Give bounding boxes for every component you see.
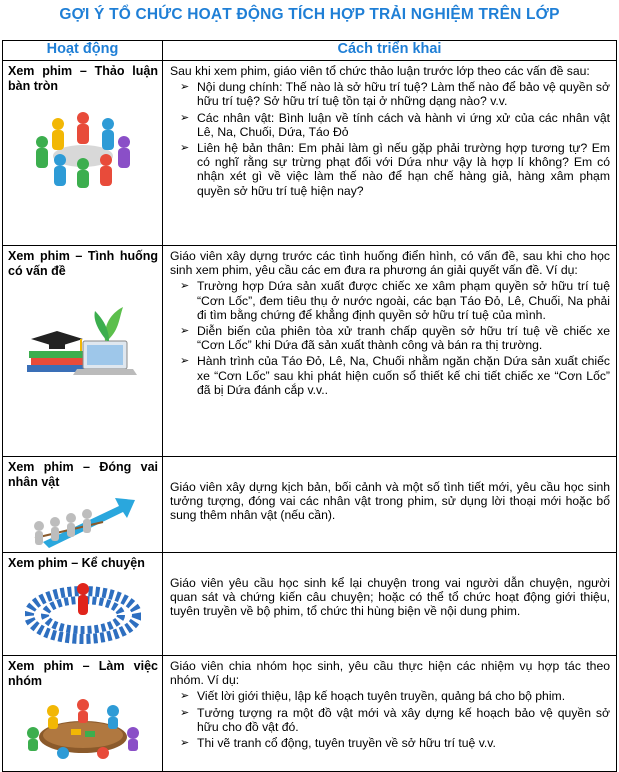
activity-name: Xem phim – Tình huống có vấn đề: [8, 249, 158, 278]
round-table-people-icon: [28, 100, 138, 190]
arrow-bullet-icon: ➢: [180, 690, 190, 703]
page-title: GỢI Ý TỔ CHỨC HOẠT ĐỘNG TÍCH HỢP TRẢI NGHIỆM TRÊN LỚP: [59, 6, 560, 23]
list-item-text: Hành trình của Táo Đỏ, Lê, Na, Chuối nhằm ngăn chặn Dứa sản xuất chiếc xe “Cơn Lốc” sau khi phát hiện cuốn sổ thiết kế chi tiết chiếc xe “Cơn Lốc” đã bị Dứa đánh cắp v.v..: [197, 354, 610, 397]
table-row: [3, 656, 617, 772]
arrow-bullet-icon: ➢: [180, 81, 190, 94]
table-header-row: [3, 41, 617, 61]
activity-cell: [3, 457, 163, 553]
method-cell: [163, 61, 617, 246]
arrow-bullet-icon: ➢: [180, 111, 190, 124]
list-item-text: Diễn biến của phiên tòa xử tranh chấp quyền sở hữu trí tuệ về chiếc xe “Cơn Lốc” khi Dứa đã sản xuất thành công và bán ra thị trường.: [197, 324, 610, 353]
list-item-text: Nội dung chính: Thế nào là sở hữu trí tuệ? Làm thế nào để bảo vệ quyền sở hữu trí tuệ? Sở hữu trí tuệ tồn tại ở những dạng nào? v.v.: [197, 80, 610, 109]
list-item-text: Các nhân vật: Bình luận về tính cách và hành vi ứng xử của các nhân vật Lê, Na, Chuối, Dứa, Táo Đỏ: [197, 110, 610, 139]
tug-of-war-arrow-icon: [23, 492, 143, 552]
list-item: [170, 279, 610, 322]
method-intro: Giáo viên yêu cầu học sinh kể lại chuyện trong vai người dẫn chuyện, người quan sát và chứng kiến câu chuyện; hoặc có thể tổ chức hoạt động giới thiệu, tuyên truyền về bộ phim, tổ chức thi hùng biện về nội dung phim.: [170, 576, 610, 619]
meeting-table-icon: [23, 693, 143, 765]
table-row: [3, 457, 617, 553]
activity-name: Xem phim – Kể chuyện: [8, 556, 145, 570]
activity-cell: [3, 61, 163, 246]
arrow-bullet-icon: ➢: [180, 737, 190, 750]
method-intro: Giáo viên xây dựng trước các tình huống điển hình, có vấn đề, sau khi cho học sinh xem phim, yêu cầu các em đưa ra phương án giải quyết vấn đề. Ví dụ:: [170, 249, 610, 278]
method-bullet-list: [170, 279, 610, 397]
activity-name: Xem phim – Làm việc nhóm: [8, 659, 158, 688]
activity-name: Xem phim – Thảo luận bàn tròn: [8, 64, 158, 93]
list-item-text: Viết lời giới thiệu, lập kế hoạch tuyên truyền, quảng bá cho bộ phim.: [197, 689, 566, 704]
list-item: [170, 689, 610, 703]
list-item: [170, 80, 610, 108]
list-item-text: Tưởng tượng ra một đồ vật mới và xây dựng kế hoạch bảo vệ quyền sở hữu cho đồ vật đó.: [197, 705, 610, 734]
list-item: [170, 354, 610, 397]
method-cell: [163, 553, 617, 656]
activity-name: Xem phim – Đóng vai nhân vật: [8, 460, 158, 489]
activity-column-header: Hoạt động: [3, 41, 163, 61]
method-bullet-list: [170, 689, 610, 750]
method-bullet-list: [170, 80, 610, 198]
arrow-bullet-icon: ➢: [180, 355, 190, 368]
circle-crowd-icon: [25, 575, 141, 645]
table-row: [3, 61, 617, 246]
method-cell: [163, 457, 617, 553]
activity-cell: [3, 246, 163, 457]
laptop-books-graduation-icon: [23, 301, 143, 387]
list-item-text: Thi vẽ tranh cổ động, tuyên truyền về sở hữu trí tuệ v.v.: [197, 736, 496, 751]
table-row: [3, 553, 617, 656]
arrow-bullet-icon: ➢: [180, 280, 190, 293]
list-item-text: Liên hệ bản thân: Em phải làm gì nếu gặp phải trường hợp tương tự? Em có nghĩ rằng sự trừng phạt đối với Dứa như vậy là hợp lí không? Em có nhận xét gì về việc làm thế nào để hạn chế hàng giả, hàng xâm phạm quyền sở hữu trí tuệ hiện nay?: [197, 141, 610, 198]
method-intro: Sau khi xem phim, giáo viên tổ chức thảo luận trước lớp theo các vấn đề sau:: [170, 64, 590, 78]
list-item: [170, 111, 610, 139]
method-cell: [163, 656, 617, 772]
arrow-bullet-icon: ➢: [180, 325, 190, 338]
list-item: [170, 141, 610, 198]
activity-cell: [3, 656, 163, 772]
list-item: [170, 324, 610, 352]
method-cell: [163, 246, 617, 457]
method-column-header: Cách triển khai: [163, 41, 617, 61]
arrow-bullet-icon: ➢: [180, 142, 190, 155]
table-row: [3, 246, 617, 457]
method-intro: Giáo viên xây dựng kịch bản, bối cảnh và một số tình tiết mới, yêu cầu học sinh tưởng tượng, đóng vai các nhân vật trong phim, sử dụng lời thoại mới hoặc bổ sung thêm nhân vật (nếu cần).: [170, 480, 610, 523]
list-item-text: Trường hợp Dứa sản xuất được chiếc xe xâm phạm quyền sở hữu trí tuệ “Cơn Lốc”, đem tiêu thụ ở nước ngoài, các bạn Táo Đỏ, Lê, Chuối, Na phải đi tìm bằng chứng để khẳng định quyền sở hữu trí tuệ của mình.: [197, 279, 610, 322]
activity-cell: [3, 553, 163, 656]
activity-table: [2, 40, 617, 772]
method-intro: Giáo viên chia nhóm học sinh, yêu cầu thực hiện các nhiệm vụ hợp tác theo nhóm. Ví dụ:: [170, 659, 610, 688]
list-item: [170, 736, 610, 750]
list-item: [170, 706, 610, 734]
arrow-bullet-icon: ➢: [180, 706, 190, 719]
